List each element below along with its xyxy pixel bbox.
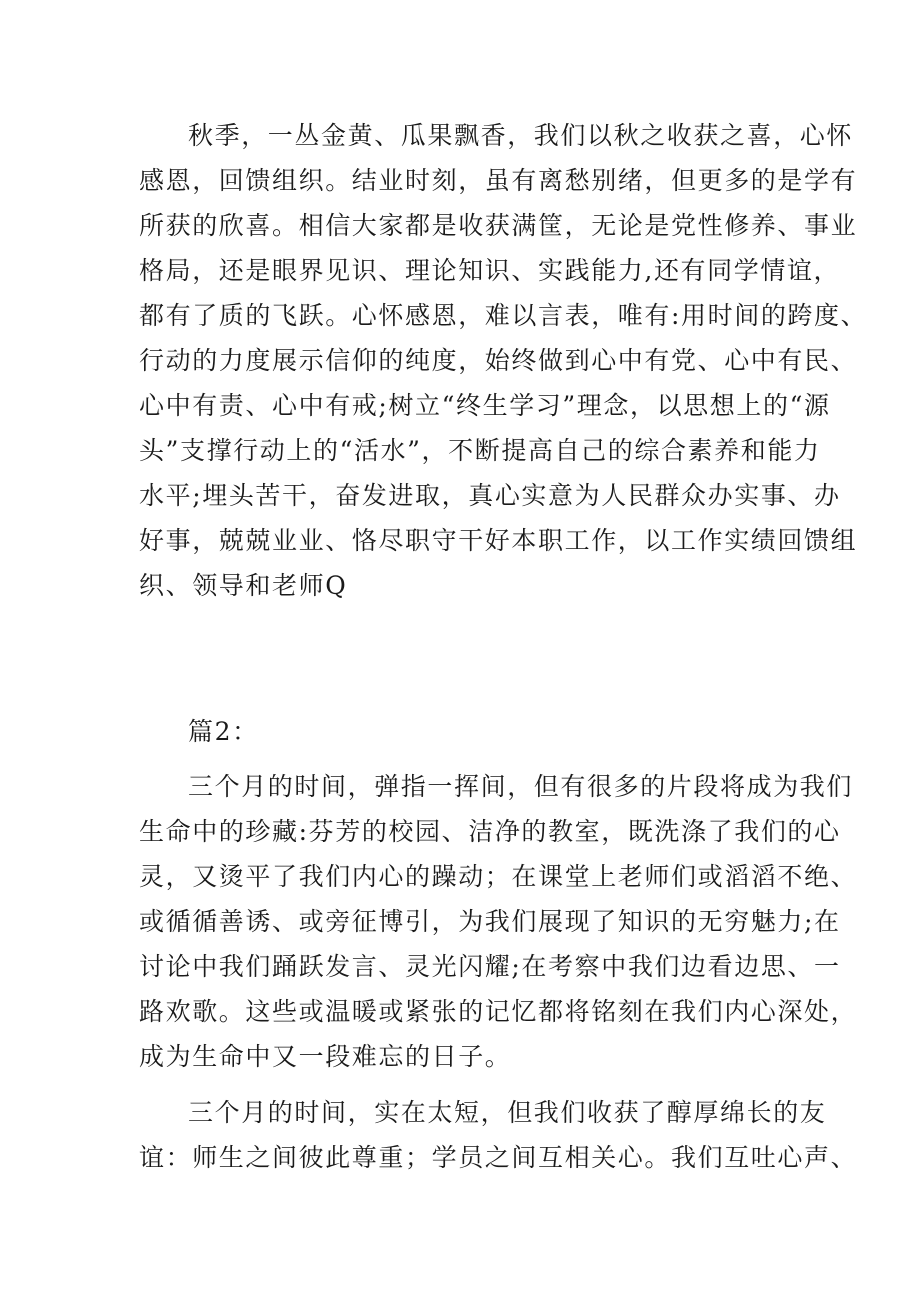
text-line: 讨论中我们踊跃发言、灵光闪耀;在考察中我们边看边思、一 [139,952,841,981]
text-line: 格局，还是眼界见识、理论知识、实践能力,还有同学情谊， [139,256,841,285]
section-heading: 篇2： [188,717,259,746]
text-line: 三个月的时间，弹指一挥间，但有很多的片段将成为我们 [188,772,854,801]
text-line: 织、领导和老师Q [139,571,348,600]
text-line: 三个月的时间，实在太短，但我们收获了醇厚绵长的友 [188,1098,827,1127]
text-line: 好事，兢兢业业、恪尽职守干好本职工作，以工作实绩回馈组 [139,526,858,555]
text-line: 所获的欣喜。相信大家都是收获满筐，无论是党性修养、事业 [139,211,858,240]
text-line: 都有了质的飞跃。心怀感恩，难以言表，唯有:用时间的跨度、 [139,301,868,330]
text-line: 灵，又烫平了我们内心的躁动；在课堂上老师们或滔滔不绝、 [139,862,858,891]
text-line: 成为生命中又一段难忘的日子。 [139,1042,512,1071]
text-line: 头”支撑行动上的“活水”，不断提高自己的综合素养和能力 [139,436,821,465]
text-line: 水平;埋头苦干，奋发进取，真心实意为人民群众办实事、办 [139,481,841,510]
text-line: 路欢歌。这些或温暖或紧张的记忆都将铭刻在我们内心深处， [139,997,858,1026]
text-line: 或循循善诱、或旁征博引，为我们展现了知识的无穷魅力;在 [139,907,841,936]
text-line: 心中有责、心中有戒;树立“终生学习”理念，以思想上的“源 [139,391,831,420]
text-line: 谊：师生之间彼此尊重；学员之间互相关心。我们互吐心声、 [139,1143,858,1172]
text-line: 行动的力度展示信仰的纯度，始终做到心中有党、心中有民、 [139,346,858,375]
text-line: 秋季，一丛金黄、瓜果飘香，我们以秋之收获之喜，心怀 [188,121,854,150]
text-line: 生命中的珍藏:芬芳的校园、洁净的教室，既洗涤了我们的心 [139,817,841,846]
text-line: 感恩，回馈组织。结业时刻，虽有离愁别绪，但更多的是学有 [139,166,858,195]
